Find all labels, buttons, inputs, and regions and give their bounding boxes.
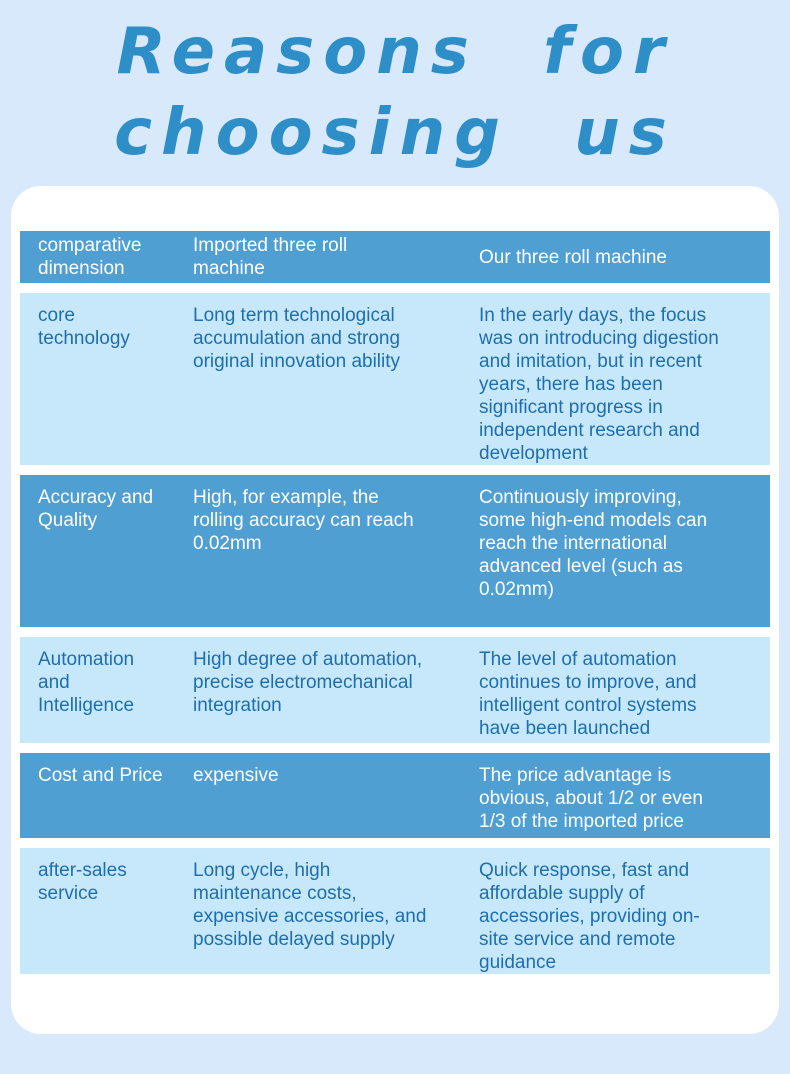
comparison-card	[11, 186, 779, 1034]
header-cell-imported-machine: Imported three roll machine	[193, 235, 348, 279]
row-imported-value: Long term technological accumulation and strong original innovation ability	[193, 305, 401, 372]
row-ours-value: Quick response, fast and affordable supply of accessories, providing on-site service and remote guidance	[479, 860, 700, 973]
row-imported-value: expensive	[193, 765, 279, 786]
row-ours-value: Continuously improving, some high-end models can reach the international advanced level (such as 0.02mm)	[479, 487, 708, 600]
row-imported-value: High degree of automation, precise electromechanical integration	[193, 649, 423, 716]
row-dimension-label: Cost and Price	[38, 765, 163, 786]
row-imported-value: High, for example, the rolling accuracy can reach 0.02mm	[193, 487, 414, 554]
table-row-after-sales-service	[20, 848, 770, 974]
table-row-accuracy-quality	[20, 475, 770, 627]
table-row-cost-price	[20, 753, 770, 838]
page-title	[0, 0, 790, 174]
row-dimension-label: core technology	[38, 305, 130, 349]
table-header-row	[20, 231, 770, 283]
row-dimension-label: Automation and Intelligence	[38, 649, 135, 716]
row-imported-value: Long cycle, high maintenance costs, expensive accessories, and possible delayed supply	[193, 860, 427, 950]
table-row-core-technology	[20, 293, 770, 465]
row-dimension-label: after-sales service	[38, 860, 127, 904]
table-row-automation-intelligence	[20, 637, 770, 743]
row-ours-value: In the early days, the focus was on introducing digestion and imitation, but in recent years, there has been significant progress in independent research and development	[479, 305, 719, 464]
header-cell-comparative-dimension: comparative dimension	[38, 235, 142, 279]
row-ours-value: The price advantage is obvious, about 1/2 or even 1/3 of the imported price	[479, 765, 703, 832]
row-ours-value: The level of automation continues to improve, and intelligent control systems have been launched	[479, 649, 697, 739]
header-cell-our-machine: Our three roll machine	[479, 246, 667, 268]
page-title-line-1: Reasons for	[116, 15, 674, 89]
row-dimension-label: Accuracy and Quality	[38, 487, 154, 531]
page-title-line-2: choosing us	[114, 96, 676, 170]
